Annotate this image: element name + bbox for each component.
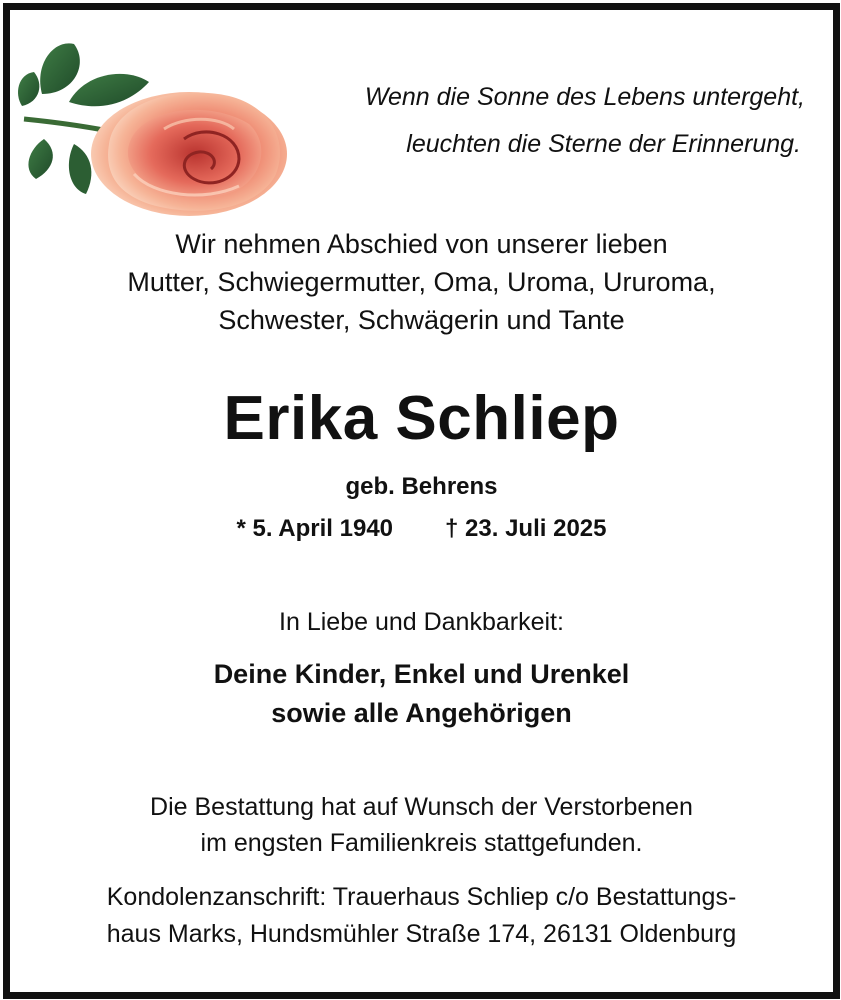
condolence-line-2: haus Marks, Hundsmühler Straße 174, 26131 Oldenburg xyxy=(106,920,737,948)
mourners-intro: In Liebe und Dankbarkeit: xyxy=(279,608,564,636)
death-date: † 23. Juli 2025 xyxy=(445,515,607,542)
burial-line-1: Die Bestattung hat auf Wunsch der Verstorbenen xyxy=(150,793,693,821)
mourners-line-2: sowie alle Angehörigen xyxy=(271,698,572,728)
intro-line-3: Schwester, Schwägerin und Tante xyxy=(218,305,625,335)
quote-line-1: Wenn die Sonne des Lebens untergeht, xyxy=(364,83,805,111)
deceased-name: Erika Schliep xyxy=(223,384,620,453)
rose-icon xyxy=(14,24,294,224)
quote-line-2: leuchten die Sterne der Erinnerung. xyxy=(406,130,801,158)
birth-date: * 5. April 1940 xyxy=(236,515,394,542)
life-dates xyxy=(10,515,833,543)
mourners-line-1: Deine Kinder, Enkel und Urenkel xyxy=(213,659,630,689)
condolence-line-1: Kondolenzanschrift: Trauerhaus Schliep c/o Bestattungs- xyxy=(106,883,737,911)
burial-line-2: im engsten Familienkreis stattgefunden. xyxy=(200,829,643,857)
obituary-notice xyxy=(3,3,840,999)
intro-line-2: Mutter, Schwiegermutter, Oma, Uroma, Ururoma, xyxy=(127,267,716,297)
intro-line-1: Wir nehmen Abschied von unserer lieben xyxy=(175,229,668,259)
maiden-name: geb. Behrens xyxy=(345,473,498,500)
